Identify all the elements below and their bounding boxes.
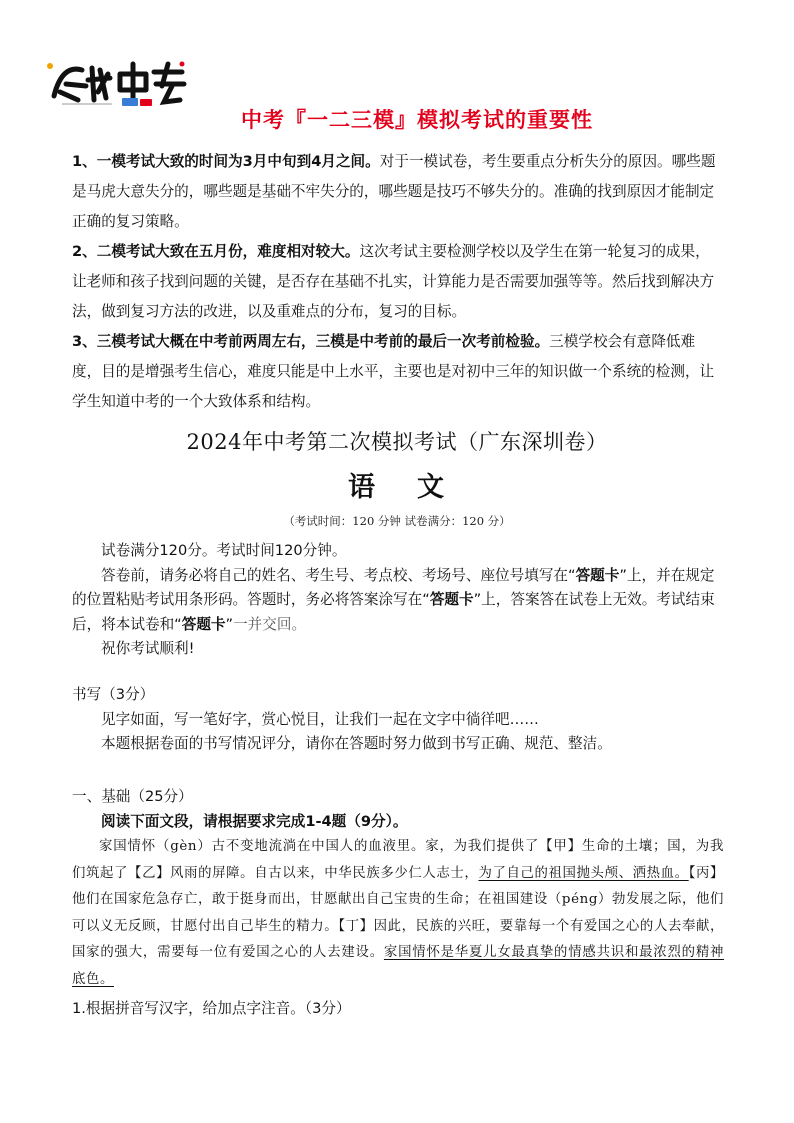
exam-meta: （考试时间：120 分钟 试卷满分：120 分）	[283, 514, 511, 528]
instruction-line-3: 祝你考试顺利!	[101, 640, 195, 657]
intro-item-2-text: 这次考试主要检测学校以及学生在第一轮复习的成果，让老师和孩子找到问题的关键，是否存在基础不扎实，计算能力是否需要加强等等。然后找到解决方法，做到复习方法的改进，以及重难点的分布，复习的目标。	[72, 243, 715, 320]
intro-item-3	[72, 327, 724, 417]
subject-char-1: 语	[348, 472, 377, 503]
section-heading: 一、基础（25分）	[72, 788, 193, 805]
intro-item-1-text: 对于一模试卷，考生要重点分析失分的原因。哪些题是马虎大意失分的，哪些题是基础不牢失分的，哪些题是技巧不够失分的。准确的找到原因才能制定正确的复习策略。	[72, 153, 716, 230]
question-1: 1.根据拼音写汉字，给加点字注音。（3分）	[72, 1000, 351, 1017]
instruction-text-b: ”上，并在规定的位置粘贴考试用条形码。答题时，务必将答案涂写在“	[72, 566, 715, 608]
exam-instructions	[72, 539, 724, 662]
basics-section	[72, 785, 724, 834]
intro-item-1-lead: 1、一模考试大致的时间为3月中旬到4月之间。	[72, 153, 380, 170]
answer-card-term: 答题卡	[575, 566, 620, 584]
passage-underlined-1: 为了自己的祖国抛头颅、洒热血。	[478, 865, 689, 881]
intro-section	[72, 147, 724, 417]
brand-logo	[42, 56, 192, 108]
instruction-line-1: 试卷满分120分。考试时间120分钟。	[101, 542, 347, 559]
intro-item-2-lead: 2、二模考试大致在五月份，难度相对较大。	[72, 243, 360, 260]
passage-text-2: 【丙】他们在国家危急存亡，敢于挺身而出，甘愿献出自己宝贵的生命；在祖国建设（péng）勃发展之际，他们可以义无反顾，甘愿付出自己毕生的精力。【丁】因此，民族的兴旺，要靠每一个有爱国之心的人去奉献，国家的强大，需要每一位有爱国之心的人去建设。	[72, 865, 724, 960]
logo-graphic	[42, 56, 192, 108]
instruction-text-c: ”上，答案答在试卷上无效。考试结束后，将本试卷和“	[72, 591, 715, 633]
section-instruction: 阅读下面文段，请根据要求完成1-4题（9分）。	[101, 812, 408, 830]
writing-section	[72, 683, 724, 757]
intro-item-3-text: 三模学校会有意降低难度，目的是增强考生信心，难度只能是中上水平，主要也是对初中三年的知识做一个系统的检测，让学生知道中考的一个大致体系和结构。	[72, 333, 715, 410]
subject-title	[0, 465, 794, 504]
answer-card-term: 答题卡	[429, 591, 474, 608]
passage-text-1: 家国情怀（gèn）古不变地流淌在中国人的血液里。家，为我们提供了【甲】生命的土壤；国，为我们筑起了【乙】风雨的屏障。自古以来，中华民族多少仁人志士，	[72, 839, 724, 881]
instruction-line-2	[72, 564, 724, 638]
instruction-text-e: 一并交回。	[233, 615, 307, 633]
page-banner: 中考『一二三模』模拟考试的重要性	[241, 108, 593, 132]
exam-title: 2024年中考第二次模拟考试（广东深圳卷）	[186, 430, 608, 454]
intro-item-1	[72, 147, 724, 237]
passage-underlined-2: 家国情怀是华夏儿女最真挚的情感共识和最浓烈的精神底色。	[72, 945, 724, 987]
instruction-text-a: 答卷前，请务必将自己的姓名、考生号、考点校、考场号、座位号填写在“	[101, 566, 576, 584]
subject-char-2: 文	[417, 472, 446, 503]
instruction-text-d: ”	[225, 615, 234, 633]
writing-heading: 书写（3分）	[72, 686, 155, 703]
reading-passage	[72, 834, 724, 993]
intro-item-2	[72, 237, 724, 327]
writing-line-2: 本题根据卷面的书写情况评分，请你在答题时努力做到书写正确、规范、整洁。	[101, 735, 612, 752]
intro-item-3-lead: 3、三模考试大概在中考前两周左右，三模是中考前的最后一次考前检验。	[72, 333, 550, 350]
answer-card-term: 答题卡	[181, 615, 226, 633]
writing-line-1: 见字如面，写一笔好字，赏心悦目，让我们一起在文字中徜徉吧……	[101, 710, 539, 728]
